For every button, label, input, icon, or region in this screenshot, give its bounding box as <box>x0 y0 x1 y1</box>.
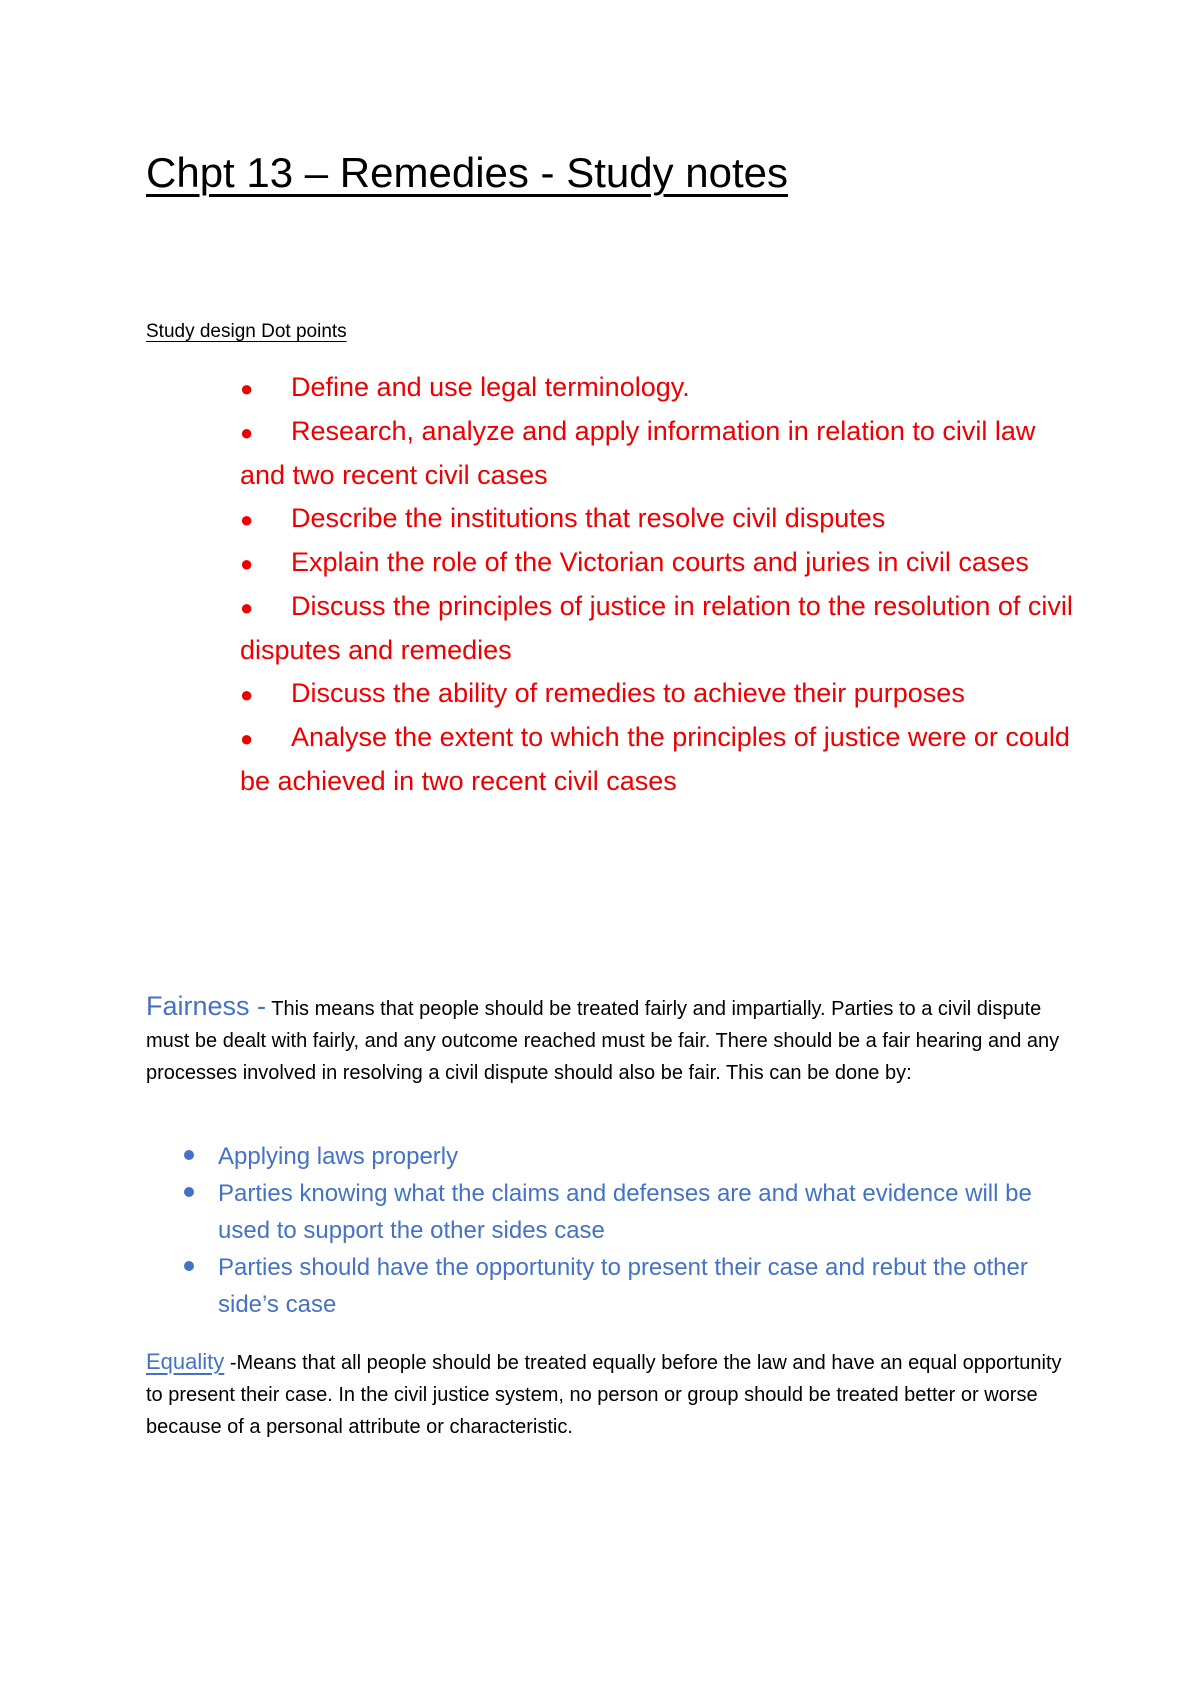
bullet-icon <box>184 1150 194 1160</box>
fairness-heading: Fairness - <box>146 991 267 1021</box>
dot-point-text: Analyse the extent to which the principles of justice were or could be achieved in two recent civil cases <box>240 722 1070 796</box>
dot-point-text: Explain the role of the Victorian courts and juries in civil cases <box>291 547 1029 577</box>
fairness-point-text: Parties knowing what the claims and defenses are and what evidence will be used to support the other sides case <box>218 1180 1032 1244</box>
bullet-icon: ● <box>240 682 254 707</box>
fairness-point-item <box>218 1175 1078 1249</box>
fairness-point-text: Applying laws properly <box>218 1143 459 1170</box>
dot-point-item <box>240 672 1080 716</box>
bullet-icon: ● <box>240 420 254 445</box>
fairness-point-text: Parties should have the opportunity to present their case and rebut the other side’s case <box>218 1254 1028 1318</box>
dot-point-item <box>240 410 1080 497</box>
bullet-icon: ● <box>240 595 254 620</box>
fairness-point-item <box>218 1249 1078 1323</box>
fairness-point-item <box>218 1138 1078 1175</box>
bullet-icon: ● <box>240 507 254 532</box>
study-design-heading: Study design Dot points <box>146 321 347 342</box>
dot-point-text: Define and use legal terminology. <box>291 372 690 402</box>
dot-point-text: Describe the institutions that resolve civil disputes <box>291 503 886 533</box>
dot-point-item <box>240 585 1080 672</box>
fairness-text: This means that people should be treated fairly and impartially. Parties to a civil dispute must be dealt with fairly, and any outcome reached must be fair. There should be a fair hearing and any processes involved in resolving a civil dispute should also be fair. This can be done by: <box>146 998 1060 1084</box>
dot-point-item <box>240 541 1080 585</box>
dot-point-text: Discuss the principles of justice in relation to the resolution of civil disputes and remedies <box>240 591 1073 665</box>
dot-points-list <box>240 366 1080 803</box>
bullet-icon: ● <box>240 376 254 401</box>
dot-point-text: Research, analyze and apply information in relation to civil law and two recent civil cases <box>240 416 1036 490</box>
dot-point-item <box>240 366 1080 410</box>
bullet-icon: ● <box>240 726 254 751</box>
bullet-icon <box>184 1187 194 1197</box>
bullet-icon: ● <box>240 551 254 576</box>
equality-paragraph <box>146 1346 1068 1443</box>
equality-heading: Equality <box>146 1349 225 1374</box>
dot-point-item <box>240 497 1080 541</box>
bullet-icon <box>184 1261 194 1271</box>
dot-point-item <box>240 716 1080 803</box>
equality-text: -Means that all people should be treated equally before the law and have an equal opportunity to present their case. In the civil justice system, no person or group should be treated better or worse because of a personal attribute or characteristic. <box>146 1352 1062 1438</box>
fairness-paragraph <box>146 990 1068 1089</box>
dot-point-text: Discuss the ability of remedies to achieve their purposes <box>291 678 965 708</box>
fairness-points-list <box>218 1138 1078 1323</box>
page-title: Chpt 13 – Remedies - Study notes <box>146 149 789 196</box>
